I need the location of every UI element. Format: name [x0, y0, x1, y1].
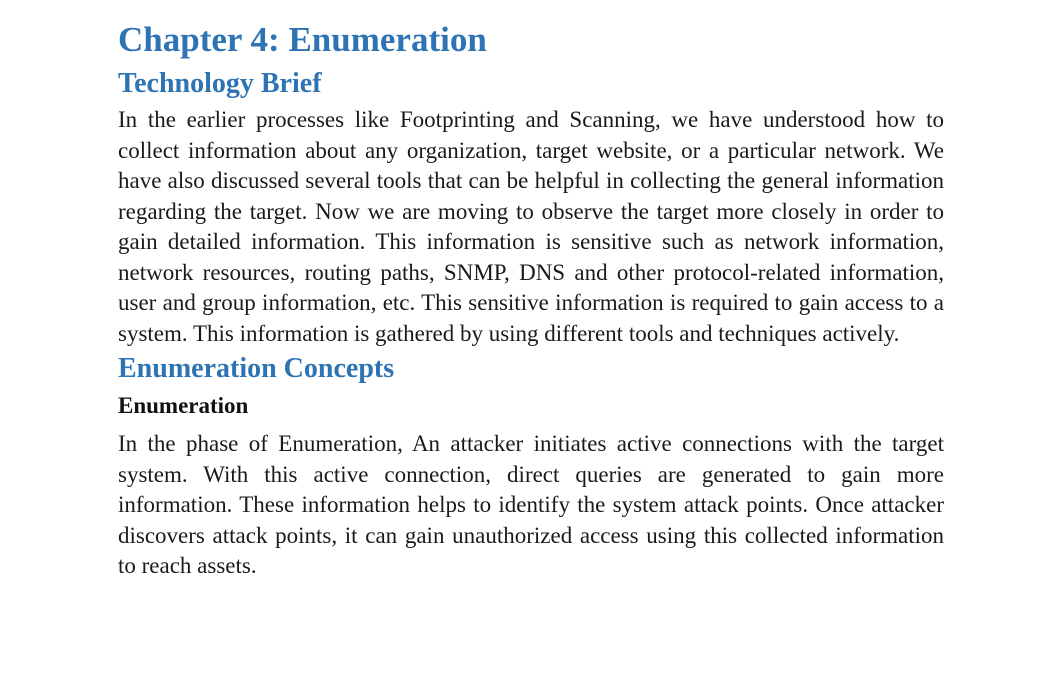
document-page — [118, 18, 944, 582]
section-enumeration-concepts — [118, 351, 944, 582]
subheading-enumeration: Enumeration — [118, 393, 249, 418]
section-heading-enumeration-concepts: Enumeration Concepts — [118, 353, 395, 384]
chapter-title: Chapter 4: Enumeration — [118, 20, 487, 59]
enumeration-paragraph: In the phase of Enumeration, An attacker initiates active connections with the target system. With this active connection, direct queries are generated to gain more information. These information helps to identify the system attack points. Once attacker discovers attack points, it can gain unauthorized access using this collected information to reach assets. — [118, 431, 944, 578]
section-technology-brief — [118, 66, 944, 349]
technology-brief-paragraph: In the earlier processes like Footprinting and Scanning, we have understood how to collect information about any organization, target website, or a particular network. We have also discussed several tools that can be helpful in collecting the general information regarding the target. Now we are moving to observe the target more closely in order to gain detailed information. This information is sensitive such as network information, network resources, routing paths, SNMP, DNS and other protocol-related information, user and group information, etc. This sensitive information is required to gain access to a system. This information is gathered by using different tools and techniques actively. — [118, 107, 944, 346]
section-heading-technology-brief: Technology Brief — [118, 68, 322, 99]
